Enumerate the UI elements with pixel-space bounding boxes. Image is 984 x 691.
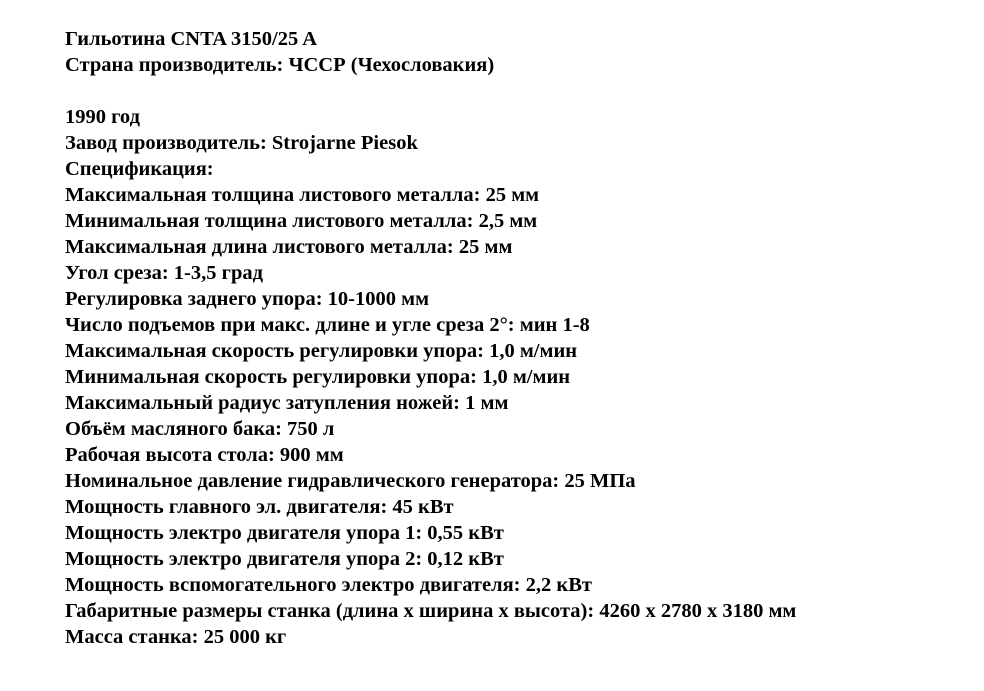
spec-item: Максимальный радиус затупления ножей: 1 мм	[65, 392, 509, 414]
spec-item: Угол среза: 1-3,5 град	[65, 262, 263, 284]
production-year: 1990 год	[65, 106, 140, 128]
spec-item: Номинальное давление гидравлического генератора: 25 МПа	[65, 470, 636, 492]
spec-item: Регулировка заднего упора: 10-1000 мм	[65, 288, 430, 310]
spec-heading: Спецификация:	[65, 158, 214, 180]
spec-item: Минимальная скорость регулировки упора: 1,0 м/мин	[65, 366, 571, 388]
document	[65, 26, 965, 650]
spec-item: Габаритные размеры станка (длина х ширина х высота): 4260 х 2780 х 3180 мм	[65, 600, 797, 622]
spec-item: Максимальная толщина листового металла: 25 мм	[65, 184, 540, 206]
spec-item: Число подъемов при макс. длине и угле среза 2°: мин 1-8	[65, 314, 590, 336]
spec-item: Рабочая высота стола: 900 мм	[65, 444, 344, 466]
spec-item: Мощность электро двигателя упора 1: 0,55 кВт	[65, 522, 504, 544]
spec-list	[65, 182, 965, 650]
spec-item: Максимальная длина листового металла: 25 мм	[65, 236, 513, 258]
spec-item: Мощность электро двигателя упора 2: 0,12 кВт	[65, 548, 504, 570]
spec-item: Максимальная скорость регулировки упора: 1,0 м/мин	[65, 340, 578, 362]
country-of-origin: Страна производитель: ЧССР (Чехословакия)	[65, 54, 495, 76]
spec-item: Масса станка: 25 000 кг	[65, 626, 287, 648]
manufacturer: Завод производитель: Strojarne Piesok	[65, 132, 418, 154]
spec-item: Минимальная толщина листового металла: 2,5 мм	[65, 210, 538, 232]
document-title: Гильотина CNTA 3150/25 A	[65, 28, 318, 50]
spec-item: Мощность главного эл. двигателя: 45 кВт	[65, 496, 454, 518]
spec-item: Объём масляного бака: 750 л	[65, 418, 335, 440]
spec-item: Мощность вспомогательного электро двигателя: 2,2 кВт	[65, 574, 592, 596]
blank-line	[65, 78, 965, 104]
